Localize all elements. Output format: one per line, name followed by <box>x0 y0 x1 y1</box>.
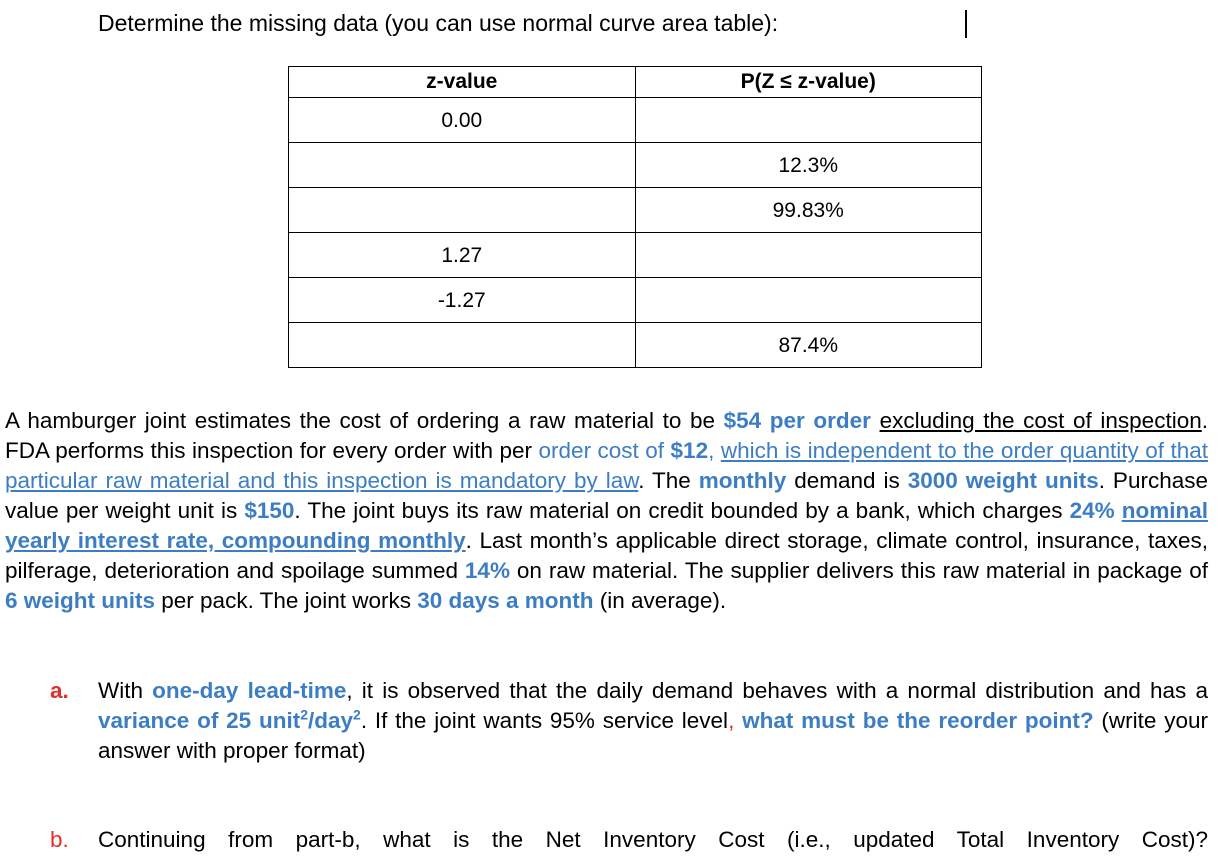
z-cell <box>289 188 636 233</box>
p-cell <box>635 98 982 143</box>
table-row <box>289 278 982 323</box>
table-header-row <box>289 67 982 98</box>
z-cell <box>289 143 636 188</box>
question-b-marker: b. <box>50 827 69 852</box>
question-b: Continuing from part-b, what is the Net Inventory Cost (i.e., updated Total Inventory Cost)? <box>98 827 1208 852</box>
table-row <box>289 143 982 188</box>
z-cell: 0.00 <box>289 98 636 143</box>
instruction-heading: Determine the missing data (you can use normal curve area table): <box>98 10 779 36</box>
text-cursor <box>965 10 967 38</box>
question-a: With one-day lead-time, it is observed that the daily demand behaves with a normal distribution and has a variance of 25 unit$^2$/day$^2$. If the joint wants 95% service level, what must be the reorder point? (write your answer with proper format) <box>98 678 1208 763</box>
z-cell <box>289 323 636 368</box>
z-value-table <box>288 66 982 368</box>
p-cell: 87.4% <box>635 323 982 368</box>
p-cell: 12.3% <box>635 143 982 188</box>
header-z-value: z-value <box>289 67 636 98</box>
problem-paragraph: A hamburger joint estimates the cost of ordering a raw material to be $54 per order excluding the cost of inspection. FDA performs this inspection for every order with per order cost of $12, which is independent to the order quantity of that particular raw material and this inspection is mandatory by law. The monthly demand is 3000 weight units. Purchase value per weight unit is $150. The joint buys its raw material on credit bounded by a bank, which charges 24% nominal yearly interest rate, compounding monthly. Last month’s applicable direct storage, climate control, insurance, taxes, pilferage, deterioration and spoilage summed 14% on raw material. The supplier delivers this raw material in package of 6 weight units per pack. The joint works 30 days a month (in average). <box>5 408 1208 613</box>
z-cell: -1.27 <box>289 278 636 323</box>
table-row <box>289 323 982 368</box>
table-row <box>289 188 982 233</box>
question-a-marker: a. <box>50 678 69 703</box>
z-cell: 1.27 <box>289 233 636 278</box>
table-row <box>289 98 982 143</box>
p-cell: 99.83% <box>635 188 982 233</box>
header-probability: P(Z ≤ z-value) <box>635 67 982 98</box>
p-cell <box>635 278 982 323</box>
table-row <box>289 233 982 278</box>
p-cell <box>635 233 982 278</box>
